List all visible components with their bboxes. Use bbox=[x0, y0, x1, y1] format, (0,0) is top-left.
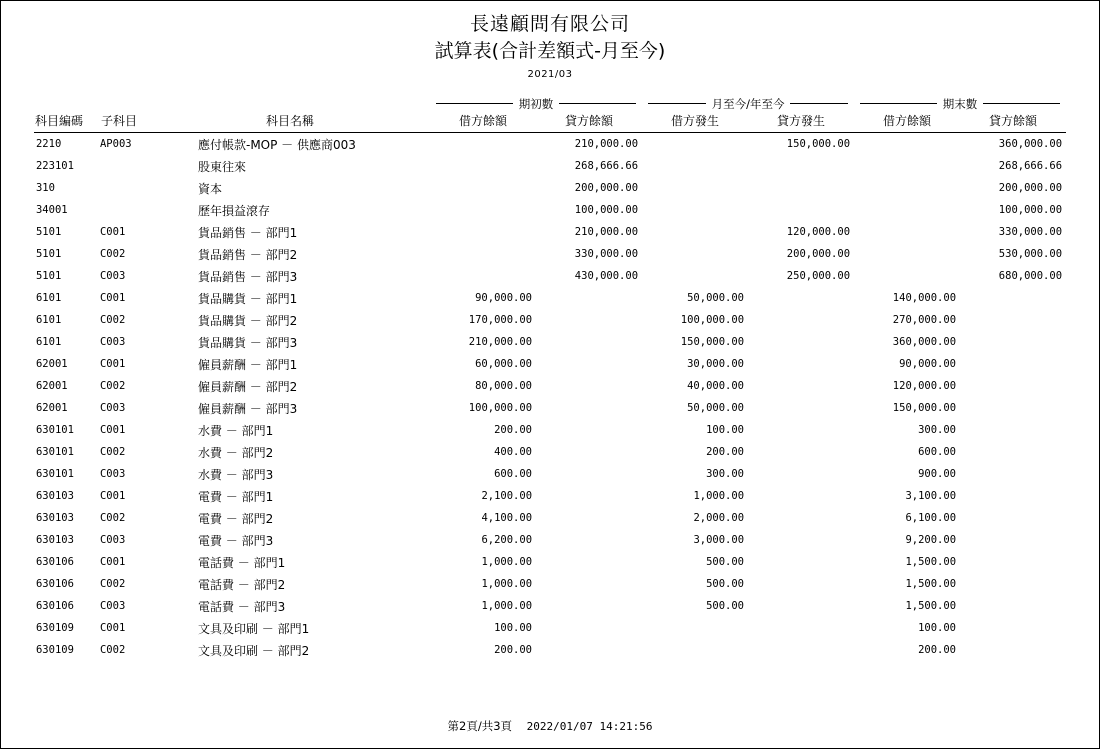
group-header-opening-label: 期初數 bbox=[513, 96, 560, 112]
cell-end-debit: 360,000.00 bbox=[892, 336, 957, 348]
cell-end-debit: 100.00 bbox=[918, 622, 957, 634]
cell-sub-account: C001 bbox=[99, 424, 126, 436]
cell-mtd-credit bbox=[748, 331, 854, 353]
table-row bbox=[34, 617, 1066, 639]
cell-open-credit bbox=[536, 617, 642, 639]
cell-end-credit bbox=[960, 573, 1066, 595]
cell-open-credit bbox=[536, 419, 642, 441]
cell-mtd-debit: 2,000.00 bbox=[693, 512, 745, 524]
cell-sub-account: C003 bbox=[99, 468, 126, 480]
cell-end-credit bbox=[960, 639, 1066, 661]
cell-end-credit bbox=[960, 595, 1066, 617]
table-row bbox=[34, 177, 1066, 199]
cell-mtd-debit: 30,000.00 bbox=[687, 358, 745, 370]
cell-mtd-debit: 500.00 bbox=[706, 578, 745, 590]
cell-account-name: 貨品購貨 － 部門1 bbox=[197, 291, 298, 306]
printed-timestamp: 2022/01/07 14:21:56 bbox=[526, 720, 653, 733]
table-row bbox=[34, 507, 1066, 529]
cell-account-name: 文具及印刷 － 部門2 bbox=[197, 643, 310, 658]
cell-end-credit bbox=[960, 375, 1066, 397]
cell-mtd-debit bbox=[642, 133, 748, 155]
table-row bbox=[34, 221, 1066, 243]
cell-end-credit bbox=[960, 507, 1066, 529]
cell-mtd-credit: 150,000.00 bbox=[786, 138, 851, 150]
cell-mtd-debit: 500.00 bbox=[706, 600, 745, 612]
cell-sub-account: C003 bbox=[99, 336, 126, 348]
table-row bbox=[34, 243, 1066, 265]
cell-mtd-debit: 1,000.00 bbox=[693, 490, 745, 502]
cell-mtd-debit: 100,000.00 bbox=[680, 314, 745, 326]
cell-account-code: 630103 bbox=[35, 490, 74, 502]
cell-end-credit bbox=[960, 309, 1066, 331]
cell-open-debit bbox=[430, 265, 536, 287]
cell-open-credit bbox=[536, 529, 642, 551]
cell-sub-account: C003 bbox=[99, 534, 126, 546]
cell-account-code: 630106 bbox=[35, 556, 74, 568]
cell-mtd-debit bbox=[642, 617, 748, 639]
cell-open-credit bbox=[536, 639, 642, 661]
cell-open-credit bbox=[536, 309, 642, 331]
cell-mtd-credit bbox=[748, 353, 854, 375]
table-row bbox=[34, 463, 1066, 485]
table-row bbox=[34, 155, 1066, 177]
cell-open-credit: 210,000.00 bbox=[574, 138, 639, 150]
cell-open-debit: 200.00 bbox=[494, 424, 533, 436]
cell-mtd-credit: 250,000.00 bbox=[786, 270, 851, 282]
cell-sub-account: C003 bbox=[99, 402, 126, 414]
cell-open-debit bbox=[430, 155, 536, 177]
cell-account-name: 貨品購貨 － 部門3 bbox=[197, 335, 298, 350]
cell-end-debit: 270,000.00 bbox=[892, 314, 957, 326]
cell-mtd-credit bbox=[748, 573, 854, 595]
cell-open-credit bbox=[536, 397, 642, 419]
cell-open-credit bbox=[536, 463, 642, 485]
cell-mtd-debit: 40,000.00 bbox=[687, 380, 745, 392]
cell-open-debit: 210,000.00 bbox=[468, 336, 533, 348]
table-row bbox=[34, 573, 1066, 595]
cell-sub-account: C001 bbox=[99, 292, 126, 304]
cell-sub-account: C003 bbox=[99, 600, 126, 612]
cell-open-credit: 430,000.00 bbox=[574, 270, 639, 282]
table-row bbox=[34, 309, 1066, 331]
cell-account-name: 水費 － 部門2 bbox=[197, 445, 274, 460]
report-title: 試算表(合計差額式-月至今) bbox=[434, 40, 666, 62]
cell-account-code: 630101 bbox=[35, 424, 74, 436]
cell-open-debit: 170,000.00 bbox=[468, 314, 533, 326]
cell-end-debit: 200.00 bbox=[918, 644, 957, 656]
cell-end-debit: 6,100.00 bbox=[905, 512, 957, 524]
cell-account-code: 5101 bbox=[35, 226, 62, 238]
cell-end-debit: 90,000.00 bbox=[899, 358, 957, 370]
column-header-account-name: 科目名稱 bbox=[265, 114, 314, 128]
group-header-mtd bbox=[642, 96, 854, 111]
cell-account-code: 5101 bbox=[35, 270, 62, 282]
cell-end-debit: 900.00 bbox=[918, 468, 957, 480]
cell-open-debit: 2,100.00 bbox=[481, 490, 533, 502]
cell-open-credit: 330,000.00 bbox=[574, 248, 639, 260]
cell-mtd-credit bbox=[748, 419, 854, 441]
table-row bbox=[34, 287, 1066, 309]
page-number-label: 第2頁/共3頁 bbox=[447, 719, 513, 733]
cell-account-code: 630101 bbox=[35, 468, 74, 480]
table-row bbox=[34, 529, 1066, 551]
cell-end-credit bbox=[960, 485, 1066, 507]
cell-open-credit bbox=[536, 551, 642, 573]
cell-end-credit bbox=[960, 551, 1066, 573]
cell-mtd-credit bbox=[748, 485, 854, 507]
cell-end-credit bbox=[960, 441, 1066, 463]
cell-mtd-debit bbox=[642, 265, 748, 287]
cell-mtd-credit bbox=[748, 155, 854, 177]
table-row bbox=[34, 331, 1066, 353]
cell-end-debit: 9,200.00 bbox=[905, 534, 957, 546]
cell-end-credit bbox=[960, 463, 1066, 485]
cell-end-credit: 200,000.00 bbox=[998, 182, 1063, 194]
cell-sub-account: C001 bbox=[99, 226, 126, 238]
table-row bbox=[34, 353, 1066, 375]
cell-mtd-debit: 3,000.00 bbox=[693, 534, 745, 546]
cell-account-code: 34001 bbox=[35, 204, 68, 216]
cell-end-debit: 1,500.00 bbox=[905, 556, 957, 568]
cell-mtd-debit bbox=[642, 243, 748, 265]
cell-account-code: 630106 bbox=[35, 600, 74, 612]
cell-open-credit bbox=[536, 353, 642, 375]
column-header-end-credit: 貸方餘額 bbox=[989, 114, 1038, 128]
group-header-ending bbox=[854, 96, 1066, 111]
cell-account-code: 5101 bbox=[35, 248, 62, 260]
cell-mtd-credit bbox=[748, 441, 854, 463]
cell-sub-account bbox=[100, 177, 150, 199]
cell-mtd-credit: 200,000.00 bbox=[786, 248, 851, 260]
cell-end-credit bbox=[960, 331, 1066, 353]
cell-account-name: 貨品銷售 － 部門2 bbox=[197, 247, 298, 262]
cell-account-name: 僱員薪酬 － 部門1 bbox=[197, 357, 298, 372]
cell-sub-account: C001 bbox=[99, 622, 126, 634]
cell-end-debit: 300.00 bbox=[918, 424, 957, 436]
cell-account-code: 6101 bbox=[35, 336, 62, 348]
page-footer bbox=[1, 718, 1099, 734]
cell-open-debit bbox=[430, 243, 536, 265]
cell-account-code: 6101 bbox=[35, 314, 62, 326]
group-header-mtd-label: 月至今/年至今 bbox=[706, 96, 791, 112]
column-header-open-credit: 貸方餘額 bbox=[565, 114, 614, 128]
group-header-ending-label: 期末數 bbox=[937, 96, 984, 112]
cell-sub-account: C002 bbox=[99, 512, 126, 524]
cell-account-name: 電費 － 部門1 bbox=[197, 489, 274, 504]
column-header-open-debit: 借方餘額 bbox=[459, 114, 508, 128]
cell-account-code: 630103 bbox=[35, 534, 74, 546]
cell-mtd-debit: 50,000.00 bbox=[687, 402, 745, 414]
cell-account-code: 2210 bbox=[35, 138, 62, 150]
cell-sub-account: C003 bbox=[99, 270, 126, 282]
cell-open-debit bbox=[430, 221, 536, 243]
cell-sub-account: C001 bbox=[99, 490, 126, 502]
cell-mtd-credit bbox=[748, 177, 854, 199]
cell-mtd-credit bbox=[748, 397, 854, 419]
cell-account-code: 62001 bbox=[35, 402, 68, 414]
cell-account-name: 資本 bbox=[197, 181, 222, 196]
cell-mtd-credit: 120,000.00 bbox=[786, 226, 851, 238]
cell-end-debit: 1,500.00 bbox=[905, 578, 957, 590]
cell-end-credit: 530,000.00 bbox=[998, 248, 1063, 260]
cell-account-name: 電話費 － 部門2 bbox=[197, 577, 286, 592]
report-canvas bbox=[1, 1, 1099, 748]
table-row bbox=[34, 397, 1066, 419]
cell-open-credit bbox=[536, 331, 642, 353]
cell-mtd-debit: 200.00 bbox=[706, 446, 745, 458]
cell-mtd-debit: 150,000.00 bbox=[680, 336, 745, 348]
table-row bbox=[34, 485, 1066, 507]
cell-account-name: 電費 － 部門3 bbox=[197, 533, 274, 548]
cell-account-name: 僱員薪酬 － 部門3 bbox=[197, 401, 298, 416]
cell-account-code: 630109 bbox=[35, 644, 74, 656]
cell-end-debit bbox=[854, 155, 960, 177]
cell-sub-account bbox=[100, 199, 150, 221]
cell-mtd-credit bbox=[748, 551, 854, 573]
cell-open-credit bbox=[536, 441, 642, 463]
cell-mtd-debit bbox=[642, 199, 748, 221]
cell-mtd-debit bbox=[642, 639, 748, 661]
cell-end-credit: 268,666.66 bbox=[998, 160, 1063, 172]
cell-end-debit bbox=[854, 133, 960, 155]
cell-end-credit bbox=[960, 353, 1066, 375]
cell-sub-account: C002 bbox=[99, 380, 126, 392]
cell-mtd-credit bbox=[748, 463, 854, 485]
cell-sub-account: C002 bbox=[99, 314, 126, 326]
cell-open-debit: 60,000.00 bbox=[475, 358, 533, 370]
column-header-mtd-credit: 貸方發生 bbox=[777, 114, 826, 128]
cell-open-credit bbox=[536, 375, 642, 397]
cell-account-name: 電話費 － 部門1 bbox=[197, 555, 286, 570]
cell-account-code: 630103 bbox=[35, 512, 74, 524]
cell-sub-account: C002 bbox=[99, 446, 126, 458]
table-row bbox=[34, 199, 1066, 221]
cell-end-credit bbox=[960, 617, 1066, 639]
cell-sub-account: C001 bbox=[99, 358, 126, 370]
cell-mtd-debit: 50,000.00 bbox=[687, 292, 745, 304]
cell-end-credit bbox=[960, 529, 1066, 551]
cell-account-code: 630109 bbox=[35, 622, 74, 634]
column-header-row bbox=[34, 111, 1066, 133]
cell-mtd-debit: 500.00 bbox=[706, 556, 745, 568]
cell-open-debit: 6,200.00 bbox=[481, 534, 533, 546]
cell-open-debit: 1,000.00 bbox=[481, 578, 533, 590]
table-row bbox=[34, 441, 1066, 463]
trial-balance-table bbox=[34, 96, 1066, 661]
cell-open-credit: 100,000.00 bbox=[574, 204, 639, 216]
cell-end-debit bbox=[854, 243, 960, 265]
cell-account-name: 股東往來 bbox=[197, 159, 246, 174]
group-header-opening bbox=[430, 96, 642, 111]
cell-open-debit: 100.00 bbox=[494, 622, 533, 634]
cell-open-debit bbox=[430, 177, 536, 199]
cell-sub-account bbox=[100, 155, 150, 177]
cell-open-debit: 1,000.00 bbox=[481, 556, 533, 568]
cell-end-debit: 600.00 bbox=[918, 446, 957, 458]
cell-open-debit: 1,000.00 bbox=[481, 600, 533, 612]
cell-open-credit: 210,000.00 bbox=[574, 226, 639, 238]
cell-open-debit: 90,000.00 bbox=[475, 292, 533, 304]
cell-mtd-debit: 300.00 bbox=[706, 468, 745, 480]
cell-open-debit: 100,000.00 bbox=[468, 402, 533, 414]
cell-open-credit bbox=[536, 287, 642, 309]
cell-open-debit: 80,000.00 bbox=[475, 380, 533, 392]
cell-end-credit bbox=[960, 419, 1066, 441]
cell-mtd-debit bbox=[642, 155, 748, 177]
cell-open-debit: 4,100.00 bbox=[481, 512, 533, 524]
cell-account-code: 630106 bbox=[35, 578, 74, 590]
cell-mtd-credit bbox=[748, 639, 854, 661]
cell-account-code: 62001 bbox=[35, 380, 68, 392]
cell-open-debit bbox=[430, 199, 536, 221]
cell-open-credit bbox=[536, 485, 642, 507]
column-header-end-debit: 借方餘額 bbox=[883, 114, 932, 128]
cell-mtd-debit bbox=[642, 221, 748, 243]
cell-sub-account: C001 bbox=[99, 556, 126, 568]
table-row bbox=[34, 419, 1066, 441]
cell-account-code: 310 bbox=[35, 182, 55, 194]
cell-end-credit: 100,000.00 bbox=[998, 204, 1063, 216]
cell-account-name: 僱員薪酬 － 部門2 bbox=[197, 379, 298, 394]
cell-open-credit bbox=[536, 507, 642, 529]
cell-sub-account: C002 bbox=[99, 578, 126, 590]
table-row bbox=[34, 265, 1066, 287]
cell-end-debit bbox=[854, 177, 960, 199]
cell-account-name: 貨品銷售 － 部門1 bbox=[197, 225, 298, 240]
cell-open-credit bbox=[536, 595, 642, 617]
cell-end-credit: 360,000.00 bbox=[998, 138, 1063, 150]
cell-end-debit: 150,000.00 bbox=[892, 402, 957, 414]
cell-open-credit bbox=[536, 573, 642, 595]
table-body bbox=[34, 133, 1066, 661]
cell-account-code: 6101 bbox=[35, 292, 62, 304]
cell-sub-account: C002 bbox=[99, 248, 126, 260]
column-header-account-code: 科目編碼 bbox=[34, 114, 83, 128]
cell-end-debit: 3,100.00 bbox=[905, 490, 957, 502]
table-row bbox=[34, 375, 1066, 397]
cell-mtd-credit bbox=[748, 199, 854, 221]
cell-mtd-debit bbox=[642, 177, 748, 199]
cell-end-credit: 330,000.00 bbox=[998, 226, 1063, 238]
cell-end-debit bbox=[854, 221, 960, 243]
cell-end-debit: 120,000.00 bbox=[892, 380, 957, 392]
cell-open-credit: 200,000.00 bbox=[574, 182, 639, 194]
cell-mtd-credit bbox=[748, 287, 854, 309]
table-row bbox=[34, 595, 1066, 617]
table-row bbox=[34, 551, 1066, 573]
table-row bbox=[34, 639, 1066, 661]
cell-mtd-debit: 100.00 bbox=[706, 424, 745, 436]
cell-sub-account: C002 bbox=[99, 644, 126, 656]
cell-end-debit bbox=[854, 199, 960, 221]
cell-account-name: 歷年損益滾存 bbox=[197, 203, 270, 218]
cell-mtd-credit bbox=[748, 309, 854, 331]
cell-mtd-credit bbox=[748, 375, 854, 397]
cell-mtd-credit bbox=[748, 617, 854, 639]
cell-account-name: 電費 － 部門2 bbox=[197, 511, 274, 526]
cell-account-name: 貨品銷售 － 部門3 bbox=[197, 269, 298, 284]
cell-sub-account: AP003 bbox=[99, 138, 132, 150]
cell-open-debit bbox=[430, 133, 536, 155]
cell-account-name: 應付帳款-MOP － 供應商003 bbox=[197, 137, 356, 152]
cell-account-code: 630101 bbox=[35, 446, 74, 458]
cell-open-credit: 268,666.66 bbox=[574, 160, 639, 172]
cell-end-debit: 140,000.00 bbox=[892, 292, 957, 304]
cell-mtd-credit bbox=[748, 595, 854, 617]
cell-end-debit: 1,500.00 bbox=[905, 600, 957, 612]
cell-end-debit bbox=[854, 265, 960, 287]
cell-end-credit bbox=[960, 397, 1066, 419]
cell-end-credit: 680,000.00 bbox=[998, 270, 1063, 282]
report-period: 2021/03 bbox=[527, 69, 573, 80]
cell-account-name: 文具及印刷 － 部門1 bbox=[197, 621, 310, 636]
company-name: 長遠顧問有限公司 bbox=[469, 13, 630, 35]
cell-account-name: 水費 － 部門1 bbox=[197, 423, 274, 438]
column-header-mtd-debit: 借方發生 bbox=[671, 114, 720, 128]
table-row bbox=[34, 133, 1066, 155]
report-header bbox=[1, 1, 1099, 80]
column-header-sub-account: 子科目 bbox=[100, 114, 137, 128]
cell-account-code: 223101 bbox=[35, 160, 74, 172]
cell-open-debit: 200.00 bbox=[494, 644, 533, 656]
cell-account-code: 62001 bbox=[35, 358, 68, 370]
cell-mtd-credit bbox=[748, 507, 854, 529]
cell-account-name: 貨品購貨 － 部門2 bbox=[197, 313, 298, 328]
cell-open-debit: 400.00 bbox=[494, 446, 533, 458]
group-header-row bbox=[34, 96, 1066, 111]
cell-account-name: 水費 － 部門3 bbox=[197, 467, 274, 482]
cell-end-credit bbox=[960, 287, 1066, 309]
cell-open-debit: 600.00 bbox=[494, 468, 533, 480]
cell-mtd-credit bbox=[748, 529, 854, 551]
cell-account-name: 電話費 － 部門3 bbox=[197, 599, 286, 614]
